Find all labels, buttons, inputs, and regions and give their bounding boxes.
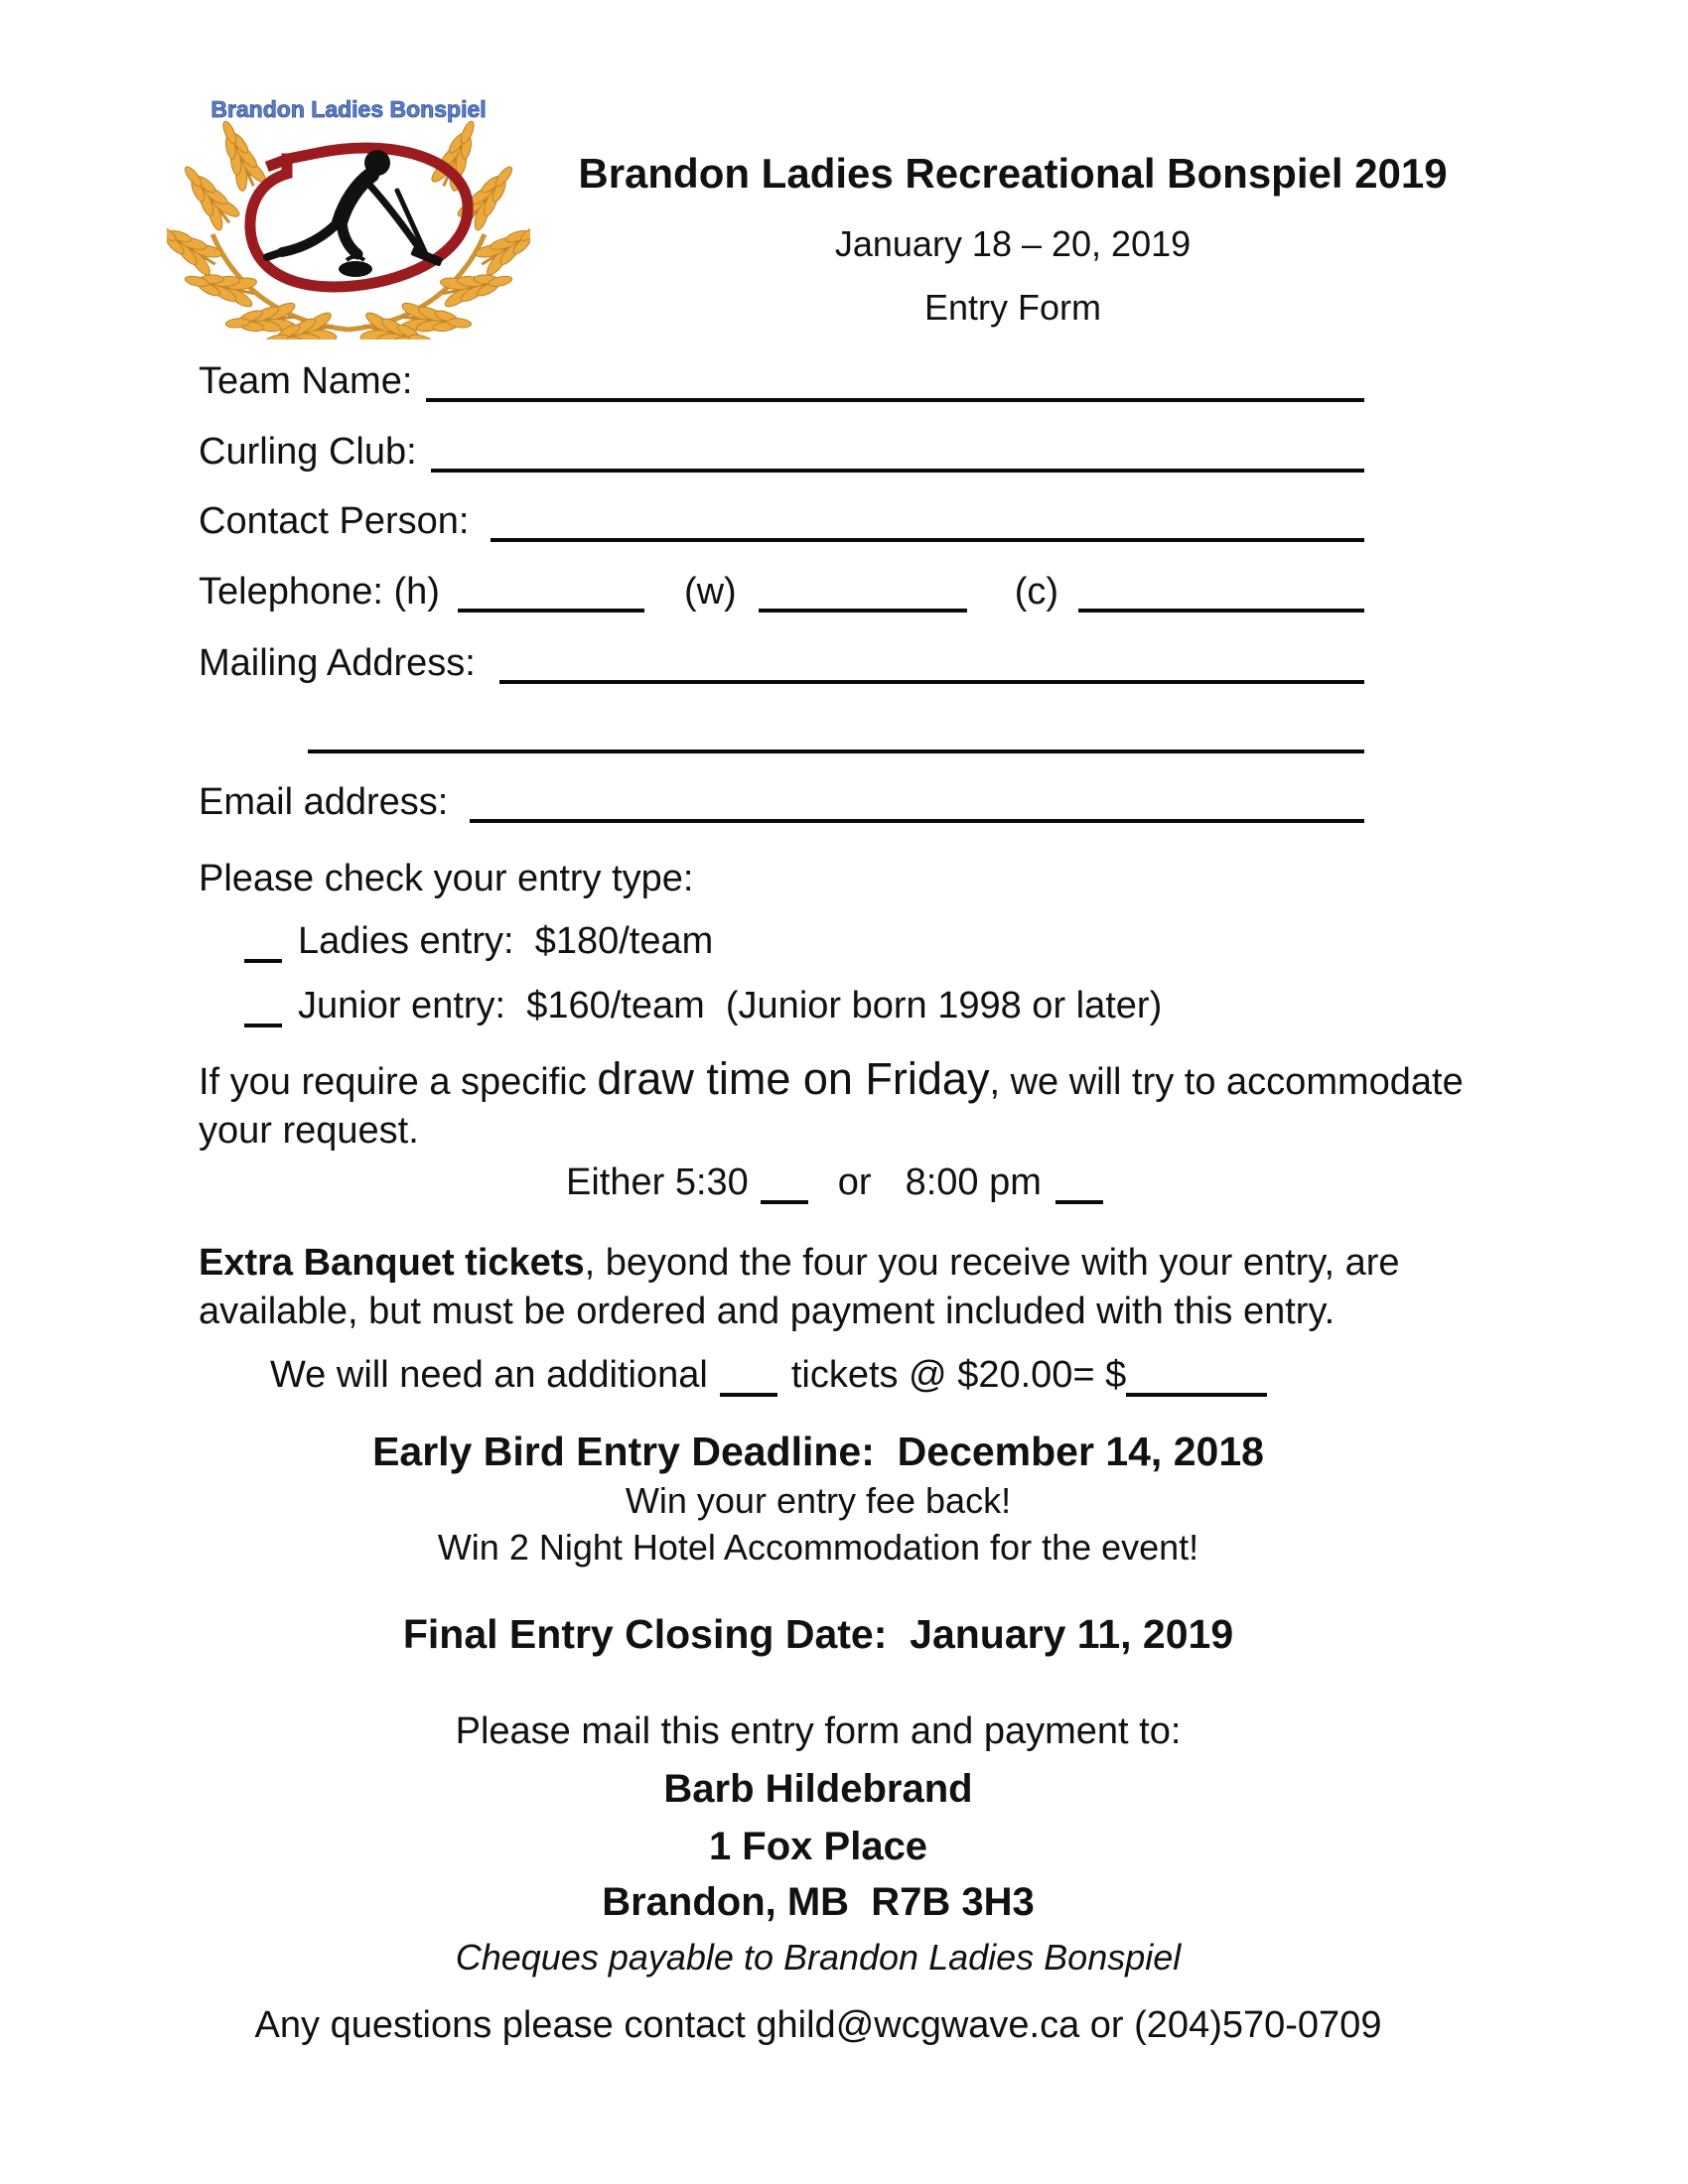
or-label: or bbox=[837, 1161, 872, 1203]
banquet-bold-lead: Extra Banquet tickets bbox=[199, 1242, 585, 1284]
curler-icon bbox=[267, 150, 443, 277]
tickets-need-prefix: We will need an additional bbox=[270, 1354, 708, 1396]
email-row bbox=[199, 777, 1364, 823]
email-label: Email address: bbox=[199, 781, 449, 824]
telephone-home-label: Telephone: (h) bbox=[199, 571, 440, 614]
mail-street: 1 Fox Place bbox=[708, 1825, 928, 1868]
win-hotel-line: Win 2 Night Hotel Accommodation for the event! bbox=[437, 1527, 1199, 1568]
telephone-cell-label: (c) bbox=[1014, 571, 1059, 614]
banquet-body: , beyond the four you receive with your entry, are available, but must be ordered and payment included with this entry. bbox=[199, 1242, 1411, 1332]
mailing-address-blank-line-2 bbox=[308, 704, 1364, 753]
logo-wordmark: Brandon Ladies Bonspiel bbox=[211, 96, 487, 122]
email-blank-line bbox=[470, 773, 1364, 823]
extra-tickets-row bbox=[270, 1351, 1267, 1397]
tickets-count-blank bbox=[720, 1347, 777, 1397]
team-name-row bbox=[199, 356, 1364, 402]
either-label: Either 5:30 bbox=[566, 1161, 749, 1203]
early-bird-deadline: Early Bird Entry Deadline: December 14, 2018 bbox=[372, 1429, 1264, 1474]
mailing-address-row bbox=[199, 638, 1364, 684]
cheques-payable-line: Cheques payable to Brandon Ladies Bonspiel bbox=[455, 1937, 1182, 1978]
junior-entry-label: Junior entry: $160/team (Junior born 1998 or later) bbox=[298, 985, 1163, 1026]
draw-time-paragraph bbox=[199, 1054, 1484, 1156]
tickets-need-middle: tickets @ $20.00= $ bbox=[790, 1354, 1127, 1396]
telephone-work-blank-line bbox=[759, 563, 967, 613]
team-name-label: Team Name: bbox=[199, 360, 413, 403]
draw-time-suffix: , we will try to accommodate your request. bbox=[199, 1061, 1475, 1152]
contact-person-blank-line bbox=[491, 492, 1364, 542]
event-dates: January 18 – 20, 2019 bbox=[834, 223, 1192, 265]
draw-time-emphasis: draw time on Friday bbox=[597, 1053, 990, 1104]
mail-name: Barb Hildebrand bbox=[663, 1767, 973, 1811]
curling-club-label: Curling Club: bbox=[199, 431, 417, 474]
mail-instruction: Please mail this entry form and payment to: bbox=[455, 1710, 1182, 1752]
final-closing-date: Final Entry Closing Date: January 11, 2019 bbox=[402, 1611, 1234, 1657]
ladies-entry-label: Ladies entry: $180/team bbox=[298, 920, 714, 962]
ladies-entry-checkbox-blank bbox=[244, 915, 282, 963]
tickets-amount-blank bbox=[1126, 1347, 1267, 1397]
mailing-address-label: Mailing Address: bbox=[199, 642, 476, 685]
curling-club-row bbox=[199, 427, 1364, 473]
questions-contact-line: Any questions please contact ghild@wcgwave.ca or (204)570-0709 bbox=[254, 2004, 1382, 2046]
team-name-blank-line bbox=[426, 352, 1364, 402]
contact-person-row bbox=[199, 496, 1364, 542]
telephone-work-label: (w) bbox=[683, 571, 737, 614]
draw-time-prefix: If you require a specific bbox=[199, 1061, 598, 1103]
curling-club-blank-line bbox=[431, 423, 1364, 473]
mail-city: Brandon, MB R7B 3H3 bbox=[602, 1880, 1035, 1924]
form-header bbox=[551, 149, 1475, 329]
banquet-paragraph bbox=[199, 1239, 1489, 1336]
telephone-row bbox=[199, 567, 1364, 613]
contact-person-label: Contact Person: bbox=[199, 500, 470, 543]
draw-530-blank bbox=[761, 1155, 808, 1204]
entry-form-label: Entry Form bbox=[923, 286, 1101, 328]
mailing-address-blank-line bbox=[499, 634, 1364, 684]
junior-entry-checkbox-blank bbox=[244, 980, 282, 1027]
win-fee-line: Win your entry fee back! bbox=[625, 1480, 1012, 1521]
draw-time-choice-row bbox=[566, 1159, 1103, 1204]
bonspiel-logo bbox=[167, 73, 530, 340]
page-title: Brandon Ladies Recreational Bonspiel 2019 bbox=[578, 150, 1448, 197]
ladies-entry-row bbox=[244, 919, 713, 963]
junior-entry-row bbox=[244, 984, 1162, 1027]
telephone-cell-blank-line bbox=[1078, 563, 1364, 613]
pm-label: 8:00 pm bbox=[905, 1161, 1042, 1203]
draw-800-blank bbox=[1055, 1155, 1103, 1204]
telephone-home-blank-line bbox=[458, 563, 644, 613]
entry-type-prompt: Please check your entry type: bbox=[199, 858, 694, 899]
mailing-address-row-2 bbox=[308, 708, 1364, 753]
